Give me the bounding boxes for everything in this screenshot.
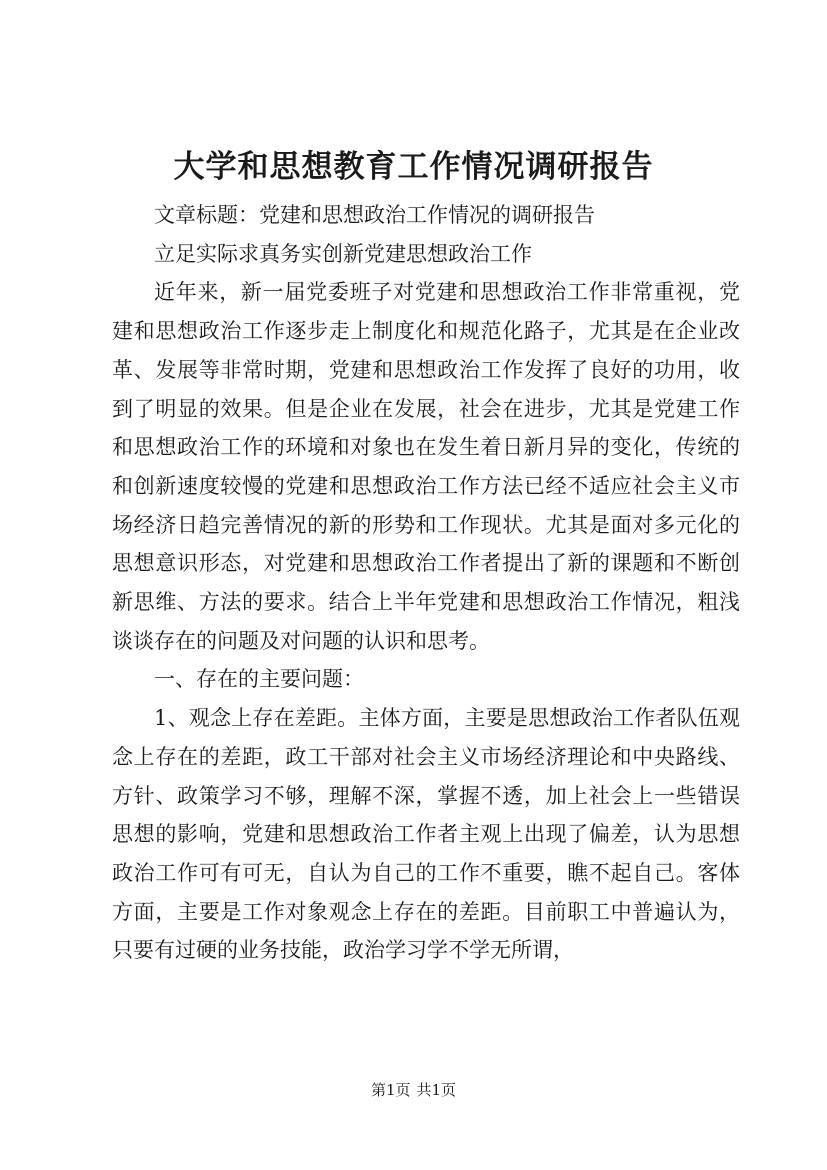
page-number: 第1页 xyxy=(370,1081,411,1099)
document-title: 大学和思想教育工作情况调研报告 xyxy=(173,149,654,185)
section-heading: 一、存在的主要问题： xyxy=(154,667,364,692)
page-total: 共1页 xyxy=(416,1081,457,1099)
body-paragraph: 1、观念上存在差距。主体方面，主要是思想政治工作者队伍观念上存在的差距，政工干部对社会主义市场经济理论和中央路线、方针、政策学习不够，理解不深，掌握不透，加上社会上一些错误思想的影响，党建和思想政治工作者主观上出现了偏差，认为思想政治工作可有可无，自认为自己的工作不重要，瞧不起自己。客体方面，主要是工作对象观念上存在的差距。目前职工中普遍认为，只要有过硬的业务技能，政治学习学不学无所谓， xyxy=(112,706,740,963)
body-paragraph: 近年来，新一届党委班子对党建和思想政治工作非常重视，党建和思想政治工作逐步走上制度化和规范化路子，尤其是在企业改革、发展等非常时期，党建和思想政治工作发挥了良好的功用，收到了明显的效果。但是企业在发展，社会在进步，尤其是党建工作和思想政治工作的环境和对象也在发生着日新月异的变化，传统的和创新速度较慢的党建和思想政治工作方法已经不适应社会主义市场经济日趋完善情况的新的形势和工作现状。尤其是面对多元化的思想意识形态，对党建和思想政治工作者提出了新的课题和不断创新思维、方法的要求。结合上半年党建和思想政治工作情况，粗浅谈谈存在的问题及对问题的认识和思考。 xyxy=(112,280,740,653)
document-body xyxy=(112,196,740,970)
article-title-line: 文章标题：党建和思想政治工作情况的调研报告 xyxy=(154,203,595,227)
page-footer xyxy=(0,1080,827,1100)
subtitle-line: 立足实际求真务实创新党建思想政治工作 xyxy=(154,241,532,266)
